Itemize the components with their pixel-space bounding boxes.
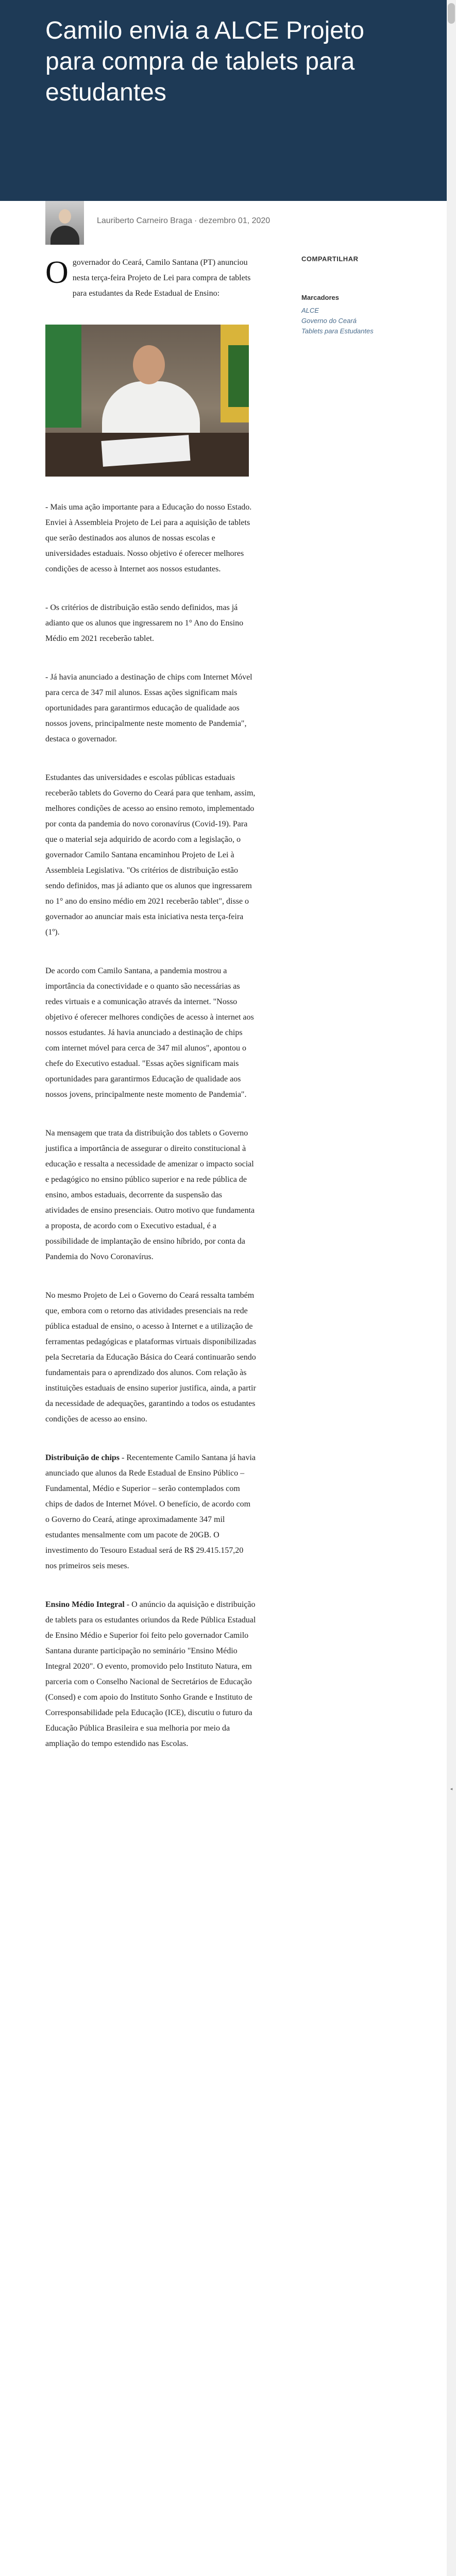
article-paragraph: No mesmo Projeto de Lei o Governo do Ceará ressalta também que, embora com o retorno das atividades presenciais na rede pública estadual de ensino, o acesso à Internet e a utilização de ferramentas pedagógicas e plataformas virtuais disponibilizadas pela Secretaria da Educação Básica do Ceará continuarão sendo fundamentais para o aprendizado dos alunos. Com relação às instituições estaduais de ensino superior justifica, ainda, a partir da necessidade de adequações, garantindo a todos os estudantes condições de acesso ao ensino. <box>45 1291 257 1423</box>
paragraph-text: governador do Ceará, Camilo Santana (PT) anunciou nesta terça-feira Projeto de Lei para compra de tablets para estudantes da Rede Estadual de Ensino: <box>72 258 251 298</box>
share-button[interactable]: COMPARTILHAR <box>301 255 359 263</box>
article-paragraph: De acordo com Camilo Santana, a pandemia mostrou a importância da conectividade e o quanto são necessárias as redes virtuais e a comunicação através da internet. "Nosso objetivo é oferecer melhores condições de acesso à internet aos nossos estudantes. Já havia anunciado a destinação de chips com internet móvel para cerca de 347 mil alunos", apontou o chefe do Executivo estadual. "Essas ações significam mais oportunidades para garantirmos Educação de qualidade aos nossos jovens, principalmente neste momento de Pandemia". <box>45 967 254 1099</box>
article-paragraph <box>45 255 257 301</box>
article-paragraph: Estudantes das universidades e escolas públicas estaduais receberão tablets do Governo do Ceará para que tenham, assim, melhores condições de acesso ao ensino remoto, implementado por conta da pandemia do novo coronavírus (Covid-19). Para que o material seja adquirido de acordo com a legislação, o governador Camilo Santana encaminhou Projeto de Lei à Assembleia Legislativa. "Os critérios de distribuição estão sendo definidos, mas já adianto que os alunos que ingressarem no 1° ano do ensino médio em 2021 receberão tablet", disse o governador ao anunciar mais esta iniciativa nesta terça-feira (1º). <box>45 773 256 937</box>
drop-cap: O <box>45 255 69 290</box>
page-scrollbar[interactable] <box>447 0 456 2576</box>
photo-flag-stripe <box>228 345 249 407</box>
article-paragraph <box>45 1597 257 1752</box>
scroll-marker-icon: ◂ <box>450 1787 453 1792</box>
article-paragraph <box>45 1450 257 1574</box>
section-lead-ensino-medio: Ensino Médio Integral <box>45 1600 125 1609</box>
avatar-shoulders <box>50 226 79 245</box>
section-lead-chips: Distribuição de chips <box>45 1453 120 1462</box>
post-title: Camilo envia a ALCE Projeto para compra de tablets para estudantes <box>45 17 364 106</box>
author-name-link[interactable]: Lauriberto Carneiro Braga <box>97 216 192 225</box>
author-avatar[interactable] <box>45 201 84 245</box>
label-link-tablets[interactable]: Tablets para Estudantes <box>301 327 374 335</box>
photo-flag-green <box>45 325 81 428</box>
article-paragraph: - Os critérios de distribuição estão sendo definidos, mas já adianto que os alunos que ingressarem no 1° Ano do Ensino Médio em 2021 receberão tablet. <box>45 603 244 643</box>
avatar-head <box>59 209 71 224</box>
post-header <box>0 0 447 201</box>
scrollbar-thumb[interactable] <box>448 3 455 24</box>
label-link-governo-ceara[interactable]: Governo do Ceará <box>301 317 357 325</box>
governor-photo[interactable] <box>45 325 249 477</box>
paragraph-text: - Recentemente Camilo Santana já havia anunciado que alunos da Rede Estadual de Ensino Público – Fundamental, Médio e Superior – serão contemplados com chips de dados de Internet Móvel. O benefício, de acordo com o Governo do Ceará, atinge aproximadamente 347 mil estudantes mensalmente com um pacote de 20GB. O investimento do Tesouro Estadual será de R$ 29.415.157,20 nos primeiros seis meses. <box>45 1453 256 1570</box>
post-byline <box>45 201 271 247</box>
article-paragraph: Na mensagem que trata da distribuição dos tablets o Governo justifica a importância de assegurar o direito constitucional à educação e ressalta a necessidade de amenizar o impacto social e pedagógico no ensino público superior e na rede pública de ensino, ambos estaduais, decorrente da suspensão das atividades de ensino presenciais. Outro motivo que fundamenta a proposta, de acordo com o Executivo estadual, é a possibilidade de implantação de ensino híbrido, por conta da Pandemia do Novo Coronavírus. <box>45 1129 255 1261</box>
post-sidebar <box>301 255 415 336</box>
byline-separator: · <box>194 216 197 225</box>
label-link-alce[interactable]: ALCE <box>301 307 319 314</box>
byline-text <box>97 216 270 226</box>
labels-heading: Marcadores <box>301 294 339 301</box>
article-paragraph: - Já havia anunciado a destinação de chips com Internet Móvel para cerca de 347 mil alunos. Essas ações significam mais oportunidades para garantirmos educação de qualidade aos nossos jovens, principalmente neste momento de Pandemia", destaca o governador. <box>45 673 252 743</box>
paragraph-text: - O anúncio da aquisição e distribuição de tablets para os estudantes oriundos da Rede Pública Estadual de Ensino Médio e Superior foi feito pelo governador Camilo Santana durante participação no seminário "Ensino Médio Integral 2020". O evento, promovido pelo Instituto Natura, em parceria com o Conselho Nacional de Secretários de Educação (Consed) e com apoio do Instituto Sonho Grande e Instituto de Corresponsabilidade pela Educação (ICE), discutiu o futuro da Educação Pública Brasileira e sua melhoria por meio da ampliação do tempo estendido nas Escolas. <box>45 1600 256 1748</box>
post-date-link[interactable]: dezembro 01, 2020 <box>199 216 271 225</box>
post-body <box>45 255 257 1775</box>
article-paragraph: - Mais uma ação importante para a Educação do nosso Estado. Enviei à Assembleia Projeto de Lei para a aquisição de tablets que serão destinados aos alunos de nossas escolas e universidades estaduais. Nosso objetivo é oferecer melhores condições de acesso à Internet aos nossos estudantes. <box>45 503 252 573</box>
photo-figure-head <box>133 345 165 384</box>
